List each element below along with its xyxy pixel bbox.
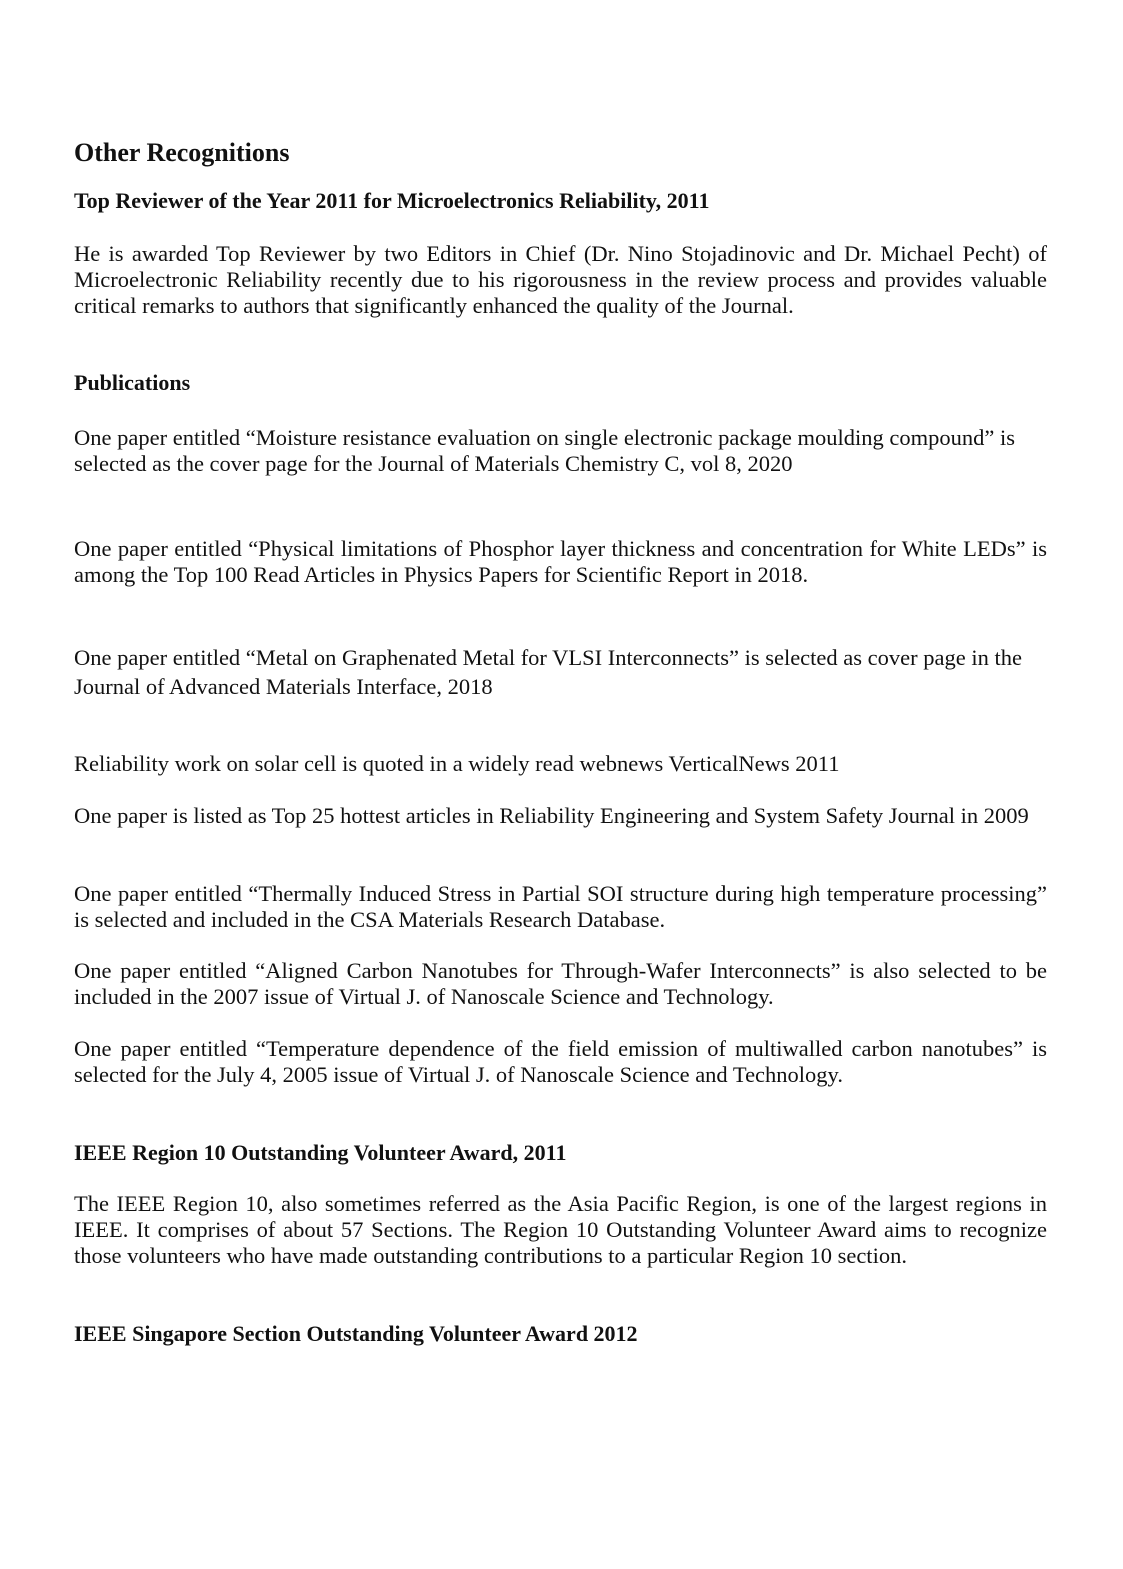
- publication-paragraph-8: One paper entitled “Temperature dependence of the field emission of multiwalled carbon nanotubes” is selected for the July 4, 2005 issue of Virtual J. of Nanoscale Science and Technology.: [74, 1036, 1047, 1087]
- section-heading-singapore-award: IEEE Singapore Section Outstanding Volunteer Award 2012: [74, 1321, 638, 1346]
- publication-paragraph-2: One paper entitled “Physical limitations of Phosphor layer thickness and concentration for White LEDs” is among the Top 100 Read Articles in Physics Papers for Scientific Report in 2018.: [74, 536, 1047, 587]
- page-title: Other Recognitions: [74, 138, 290, 167]
- publication-paragraph-7: One paper entitled “Aligned Carbon Nanotubes for Through-Wafer Interconnects” is also selected to be included in the 2007 issue of Virtual J. of Nanoscale Science and Technology.: [74, 958, 1047, 1009]
- section-heading-top-reviewer: Top Reviewer of the Year 2011 for Microelectronics Reliability, 2011: [74, 188, 710, 213]
- section-heading-publications: Publications: [74, 370, 191, 395]
- publication-paragraph-3: One paper entitled “Metal on Graphenated Metal for VLSI Interconnects” is selected as cover page in the Journal of Advanced Materials Interface, 2018: [74, 645, 1022, 699]
- top-reviewer-paragraph: He is awarded Top Reviewer by two Editors in Chief (Dr. Nino Stojadinovic and Dr. Michael Pecht) of Microelectronic Reliability recently due to his rigorousness in the review process and provides valuable critical remarks to authors that significantly enhanced the quality of the Journal.: [74, 241, 1047, 318]
- region10-award-paragraph: The IEEE Region 10, also sometimes referred as the Asia Pacific Region, is one of the largest regions in IEEE. It comprises of about 57 Sections. The Region 10 Outstanding Volunteer Award aims to recognize those volunteers who have made outstanding contributions to a particular Region 10 section.: [74, 1191, 1047, 1268]
- publication-paragraph-4: Reliability work on solar cell is quoted in a widely read webnews VerticalNews 2011: [74, 751, 840, 776]
- publication-paragraph-6: One paper entitled “Thermally Induced Stress in Partial SOI structure during high temperature processing” is selected and included in the CSA Materials Research Database.: [74, 881, 1047, 932]
- section-heading-region10-award: IEEE Region 10 Outstanding Volunteer Award, 2011: [74, 1140, 567, 1165]
- publication-paragraph-5: One paper is listed as Top 25 hottest articles in Reliability Engineering and System Safety Journal in 2009: [74, 803, 1029, 828]
- publication-paragraph-1: One paper entitled “Moisture resistance evaluation on single electronic package moulding compound” is selected as the cover page for the Journal of Materials Chemistry C, vol 8, 2020: [74, 425, 1015, 476]
